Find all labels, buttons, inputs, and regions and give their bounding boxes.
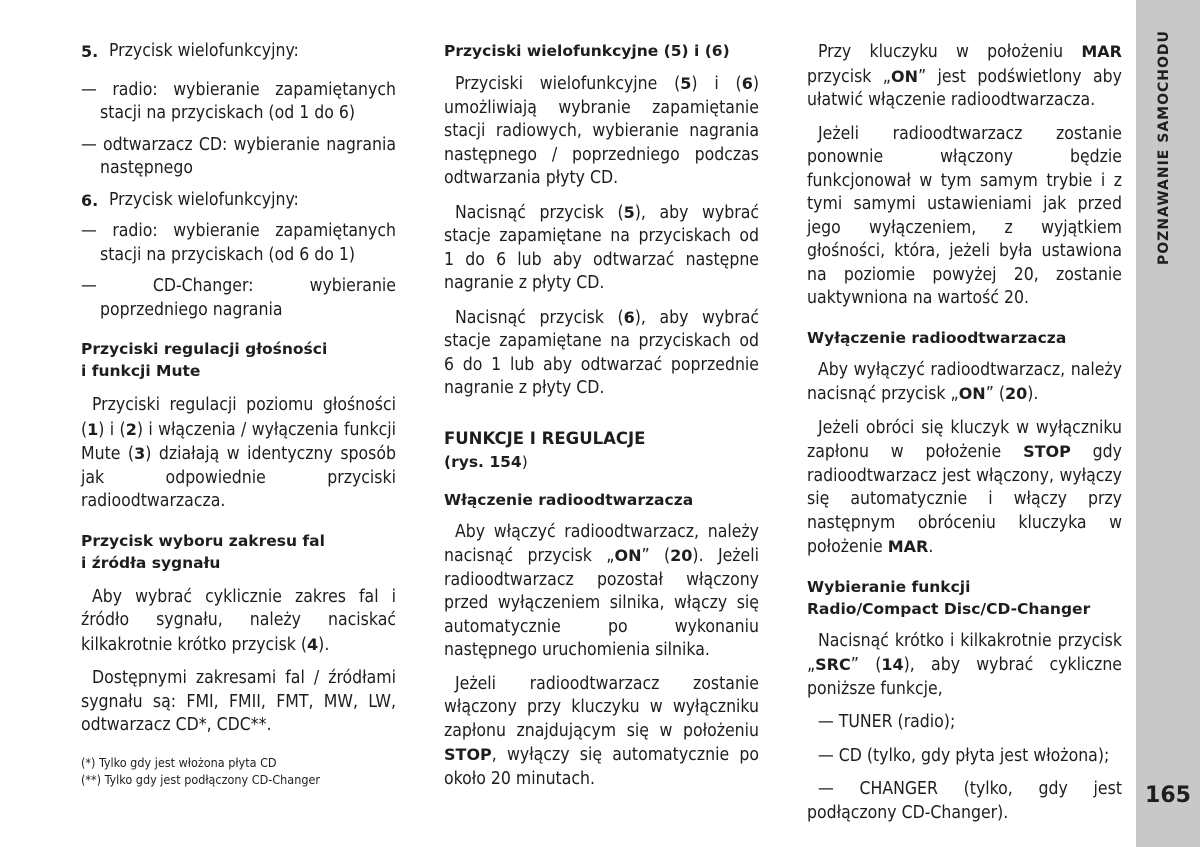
section-heading: Włączenie radioodtwarzacza [444,490,694,509]
item-number: 6. [81,190,99,210]
list-item: — TUNER (radio); [818,712,956,732]
list-item: — CD (tylko, gdy płyta jest włożona); [818,745,1110,766]
chapter-heading: FUNKCJE I REGULACJE [444,428,646,448]
column-2 [444,40,759,791]
section-heading: Przyciski regulacji głośności i funkcji Mute [81,340,328,380]
section-heading: Wyłączenie radioodtwarzacza [807,328,1067,347]
section-heading: Przyciski wielofunkcyjne (5) i (6) [444,42,730,60]
list-item-6 [81,189,396,213]
list-item-5 [81,40,396,64]
paragraph: Przy kluczyku w położeniu MAR przycisk „ON” jest podświetlony aby ułatwić włączenie radioodtwarzacza. [807,42,1122,110]
section-heading: Przycisk wyboru zakresu fal i źródła sygnału [81,531,325,572]
figure-reference: (rys. 154) [444,452,528,471]
footnote: (*) Tylko gdy jest włożona płyta CD [81,754,277,770]
column-1 [81,40,396,788]
item-title: Przycisk wielofunkcyjny: [109,189,299,210]
paragraph: Jeżeli obróci się kluczyk w wyłączniku zapłonu w położenie STOP gdy radioodtwarzacz jest włączony, wyłączy się automatycznie i włączy przy następnym obróceniu kluczyka w położenie MAR. [807,417,1122,557]
page-number: 165 [1145,783,1191,808]
list-subitem: — radio: wybieranie zapamiętanych stacji na przyciskach (od 6 do 1) [81,221,396,265]
item-number: 5. [81,42,99,61]
list-subitem: — radio: wybieranie zapamiętanych stacji na przyciskach (od 1 do 6) [81,79,396,123]
paragraph: Nacisnąć przycisk (6), aby wybrać stacje zapamiętane na przyciskach od 6 do 1 lub aby odtwarzać poprzednie nagranie z płyty CD. [444,307,759,398]
paragraph: Aby wybrać cyklicznie zakres fal i źródło sygnału, należy naciskać kilkakrotnie krótko przycisk (4). [81,586,396,655]
footnote: (**) Tylko gdy jest podłączony CD-Changer [81,771,321,787]
list-subitem: — odtwarzacz CD: wybieranie nagrania następnego [81,134,396,178]
paragraph: Nacisnąć przycisk (5), aby wybrać stacje zapamiętane na przyciskach od 1 do 6 lub aby odtwarzać następne nagranie z płyty CD. [444,202,759,293]
paragraph: Jeżeli radioodtwarzacz zostanie włączony przy kluczyku w wyłączniku zapłonu znajdującym się w położeniu STOP, wyłączy się automatycznie po około 20 minutach. [444,673,759,789]
paragraph: Jeżeli radioodtwarzacz zostanie ponownie włączony będzie funkcjonował w tym samym trybie i z tymi samymi ustawieniami jak przed jego wyłączeniem, z wyjątkiem głośności, która, jeżeli była ustawiona na poziomie powyżej 20, zostanie uaktywniona na wartość 20. [807,123,1122,308]
item-title: Przycisk wielofunkcyjny: [109,41,299,61]
section-heading: Wybieranie funkcji Radio/Compact Disc/CD-Changer [807,577,1091,618]
list-subitem: — CD-Changer: wybieranie poprzedniego nagrania [81,276,396,320]
paragraph: Aby wyłączyć radioodtwarzacz, należy nacisnąć przycisk „ON” (20). [807,359,1122,404]
column-3 [807,40,1122,825]
list-item: — CHANGER (tylko, gdy jest podłączony CD-Changer). [807,779,1122,823]
paragraph: Aby włączyć radioodtwarzacz, należy nacisnąć przycisk „ON” (20). Jeżeli radioodtwarzacz pozostał włączony przed wyłączeniem silnika, włączy się automatycznie po wykonaniu następnego uruchomienia silnika. [444,521,759,660]
paragraph: Nacisnąć krótko i kilkakrotnie przycisk „SRC” (14), aby wybrać cykliczne poniższe funkcje, [807,630,1122,699]
paragraph: Przyciski wielofunkcyjne (5) i (6) umożliwiają wybranie zapamiętanie stacji radiowych, wybieranie nagrania następnego / poprzedniego podczas odtwarzania płyty CD. [444,74,759,188]
paragraph: Dostępnymi zakresami fal / źródłami sygnału są: FMI, FMII, FMT, MW, LW, odtwarzacz CD*, CDC**. [81,668,396,735]
paragraph: Przyciski regulacji poziomu głośności (1) i (2) i włączenia / wyłączenia funkcji Mute (3) działają w identyczny sposób jak odpowiednie przyciski radioodtwarzacza. [81,395,396,511]
section-title: POZNAWANIE SAMOCHODU [1156,30,1172,265]
